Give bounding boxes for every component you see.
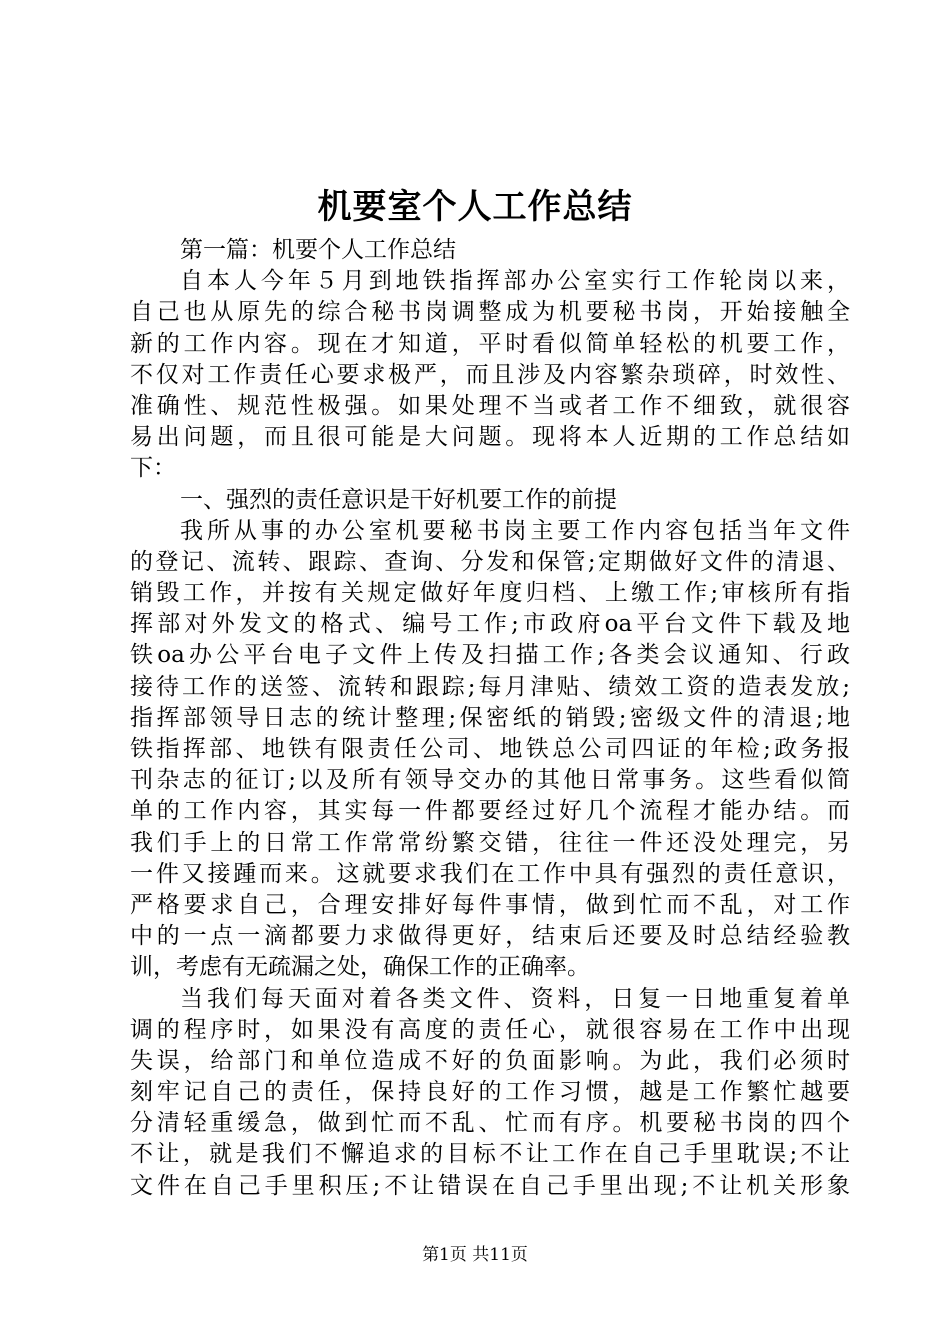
- document-body: [130, 235, 850, 1202]
- text-line: 失误，给部门和单位造成不好的负面影响。为此，我们必须时: [130, 1047, 850, 1074]
- text-line: 单的工作内容，其实每一件都要经过好几个流程才能办结。而: [130, 798, 850, 825]
- text-line: 刻牢记自己的责任，保持良好的工作习惯，越是工作繁忙越要: [130, 1079, 850, 1106]
- text-line: 下：: [130, 455, 176, 482]
- text-line: 当我们每天面对着各类文件、资料，日复一日地重复着单: [180, 985, 850, 1012]
- text-line: 挥部对外发文的格式、编号工作;市政府oa平台文件下载及地: [130, 611, 850, 638]
- page-footer: 第1页 共11页: [422, 1245, 528, 1265]
- text-line: 刊杂志的征订;以及所有领导交办的其他日常事务。这些看似简: [130, 767, 850, 794]
- text-line: 中的一点一滴都要力求做得更好，结束后还要及时总结经验教: [130, 923, 850, 950]
- text-line: 铁指挥部、地铁有限责任公司、地铁总公司四证的年检;政务报: [130, 736, 850, 762]
- text-line: 指挥部领导日志的统计整理;保密纸的销毁;密级文件的清退;地: [130, 704, 850, 731]
- text-line: 易出问题，而且很可能是大问题。现将本人近期的工作总结如: [130, 424, 850, 451]
- text-line: 一、强烈的责任意识是干好机要工作的前提: [180, 486, 617, 513]
- text-line: 调的程序时，如果没有高度的责任心，就很容易在工作中出现: [130, 1016, 850, 1043]
- text-line: 训，考虑有无疏漏之处，确保工作的正确率。: [130, 954, 590, 981]
- text-line: 新的工作内容。现在才知道，平时看似简单轻松的机要工作，: [130, 330, 850, 357]
- text-line: 接待工作的送签、流转和跟踪;每月津贴、绩效工资的造表发放;: [130, 673, 850, 700]
- text-line: 不让，就是我们不懈追求的目标不让工作在自己手里耽误;不让: [130, 1141, 850, 1168]
- text-line: 不仅对工作责任心要求极严，而且涉及内容繁杂琐碎，时效性、: [130, 361, 850, 388]
- text-line: 我们手上的日常工作常常纷繁交错，往往一件还没处理完，另: [130, 829, 850, 856]
- text-line: 严格要求自己，合理安排好每件事情，做到忙而不乱，对工作: [130, 891, 850, 918]
- text-line: 一件又接踵而来。这就要求我们在工作中具有强烈的责任意识，: [130, 860, 850, 887]
- text-line: 销毁工作，并按有关规定做好年度归档、上缴工作;审核所有指: [130, 580, 850, 607]
- document-title: 机要室个人工作总结: [317, 187, 633, 227]
- text-line: 文件在自己手里积压;不让错误在自己手里出现;不让机关形象: [130, 1172, 850, 1199]
- text-line: 准确性、规范性极强。如果处理不当或者工作不细致，就很容: [130, 392, 850, 419]
- text-line: 自己也从原先的综合秘书岗调整成为机要秘书岗，开始接触全: [130, 299, 850, 326]
- text-line: 第一篇：机要个人工作总结: [180, 237, 456, 263]
- text-line: 铁oa办公平台电子文件上传及扫描工作;各类会议通知、行政: [130, 642, 850, 669]
- text-line: 自本人今年５月到地铁指挥部办公室实行工作轮岗以来，: [180, 268, 850, 295]
- text-line: 的登记、流转、跟踪、查询、分发和保管;定期做好文件的清退、: [130, 548, 850, 575]
- text-line: 分清轻重缓急，做到忙而不乱、忙而有序。机要秘书岗的四个: [130, 1110, 850, 1137]
- text-line: 我所从事的办公室机要秘书岗主要工作内容包括当年文件: [180, 517, 850, 544]
